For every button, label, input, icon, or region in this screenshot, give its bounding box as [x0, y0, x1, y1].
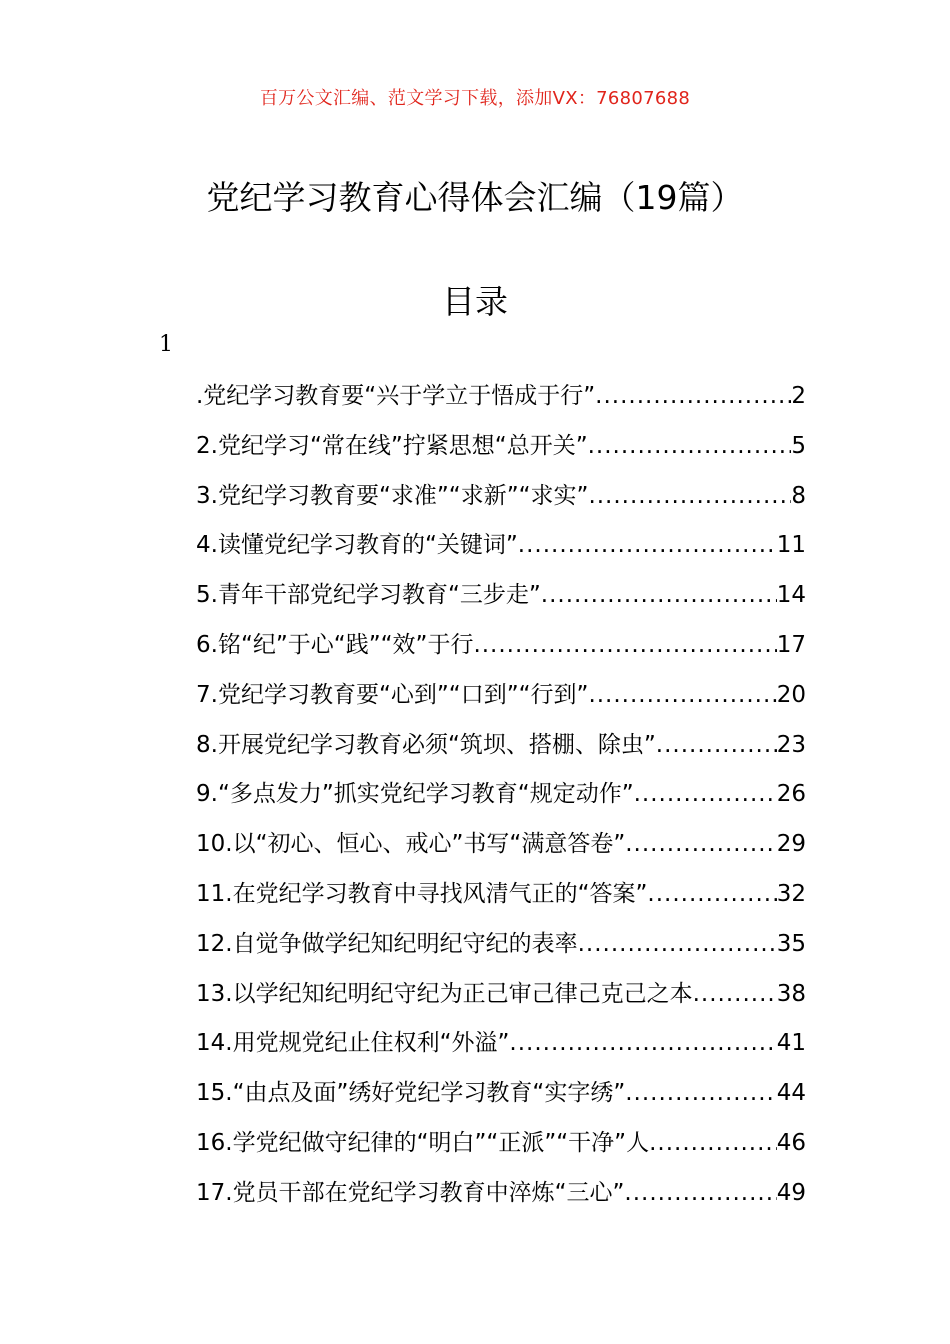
toc-entry-title: 10.以“初心、恒心、戒心”书写“满意答卷” — [196, 831, 626, 858]
toc-entry-page: 26 — [776, 781, 806, 808]
toc-entry-page: 44 — [776, 1080, 806, 1107]
toc-entry-page: 29 — [776, 831, 806, 858]
toc-leader-dots — [588, 472, 791, 522]
toc-entry-title: 11.在党纪学习教育中寻找风清气正的“答案” — [196, 880, 648, 907]
document-title: 党纪学习教育心得体会汇编（19篇） — [206, 178, 744, 217]
toc-entry-title: .党纪学习教育要“兴于学立于悟成于行” — [196, 383, 596, 409]
toc-entry-page: 17 — [776, 631, 806, 658]
toc-entry[interactable] — [196, 571, 806, 621]
toc-entry-page: 2 — [791, 383, 806, 409]
toc-entry-page: 41 — [776, 1030, 806, 1057]
toc-entry[interactable] — [196, 721, 806, 771]
toc-entry-title: 2.党纪学习“常在线”拧紧思想“总开关” — [196, 432, 588, 459]
toc-entry-page: 23 — [776, 731, 806, 758]
toc-entry[interactable] — [196, 1019, 806, 1069]
toc-entry[interactable] — [196, 422, 806, 472]
toc-entry[interactable] — [196, 671, 806, 721]
toc-leader-dots — [588, 422, 792, 472]
toc-leader-dots — [473, 621, 776, 671]
toc-entry-page: 49 — [776, 1179, 806, 1206]
toc-entry[interactable] — [196, 770, 806, 820]
toc-entry-page: 11 — [776, 532, 806, 559]
toc-entry-title: 16.学党纪做守纪律的“明白”“正派”“干净”人 — [196, 1129, 650, 1156]
toc-leader-dots — [624, 1169, 776, 1219]
toc-entry-title: 14.用党规党纪止住权利“外溢” — [196, 1030, 510, 1057]
toc-entry[interactable] — [196, 870, 806, 920]
toc-leader-dots — [578, 920, 777, 970]
toc-entry-page: 32 — [776, 880, 806, 907]
toc-leader-dots — [588, 671, 776, 721]
toc-entry-title: 3.党纪学习教育要“求准”“求新”“求实” — [196, 482, 589, 509]
toc-entry-page: 8 — [791, 482, 806, 509]
toc-entry[interactable] — [196, 1069, 806, 1119]
toc-entry-page: 14 — [776, 582, 806, 609]
toc-leader-dots — [634, 770, 777, 820]
toc-entry-page: 38 — [776, 980, 806, 1007]
toc-leader-dots — [595, 372, 791, 422]
toc-entry-title: 8.开展党纪学习教育必须“筑坝、搭棚、除虫” — [196, 731, 656, 758]
table-of-contents — [196, 372, 806, 1219]
toc-entry-page: 35 — [776, 930, 806, 957]
toc-entry-page: 46 — [776, 1129, 806, 1156]
toc-entry-title: 9.“多点发力”抓实党纪学习教育“规定动作” — [196, 781, 634, 808]
download-banner: 百万公文汇编、范文学习下载，添加VX：76807688 — [259, 88, 691, 109]
toc-leader-dots — [649, 1119, 777, 1169]
stray-number: 1 — [159, 332, 173, 357]
toc-entry[interactable] — [196, 820, 806, 870]
toc-leader-dots — [518, 521, 777, 571]
toc-heading: 目录 — [442, 282, 508, 321]
toc-entry-page: 20 — [776, 681, 806, 708]
toc-leader-dots — [625, 820, 776, 870]
toc-leader-dots — [647, 870, 776, 920]
toc-entry-title: 6.铭“纪”于心“践”“效”于行 — [196, 631, 474, 658]
toc-entry-title: 15.“由点及面”绣好党纪学习教育“实字绣” — [196, 1080, 626, 1107]
toc-leader-dots — [509, 1019, 776, 1069]
toc-entry-title: 7.党纪学习教育要“心到”“口到”“行到” — [196, 681, 589, 708]
toc-entry[interactable] — [196, 920, 806, 970]
toc-entry-title: 13.以学纪知纪明纪守纪为正己审己律己克己之本 — [196, 980, 693, 1007]
toc-entry[interactable] — [196, 1169, 806, 1219]
toc-entry-title: 17.党员干部在党纪学习教育中淬炼“三心” — [196, 1179, 625, 1206]
toc-leader-dots — [541, 571, 777, 621]
toc-entry[interactable] — [196, 372, 806, 422]
toc-leader-dots — [693, 970, 777, 1020]
toc-entry-title: 4.读懂党纪学习教育的“关键词” — [196, 532, 518, 559]
toc-entry[interactable] — [196, 970, 806, 1020]
toc-entry[interactable] — [196, 621, 806, 671]
toc-entry[interactable] — [196, 1119, 806, 1169]
toc-leader-dots — [625, 1069, 776, 1119]
toc-entry-title: 12.自觉争做学纪知纪明纪守纪的表率 — [196, 930, 578, 957]
toc-entry[interactable] — [196, 472, 806, 522]
toc-entry-title: 5.青年干部党纪学习教育“三步走” — [196, 582, 541, 609]
toc-entry-page: 5 — [791, 432, 806, 459]
toc-leader-dots — [656, 721, 777, 771]
toc-entry[interactable] — [196, 521, 806, 571]
